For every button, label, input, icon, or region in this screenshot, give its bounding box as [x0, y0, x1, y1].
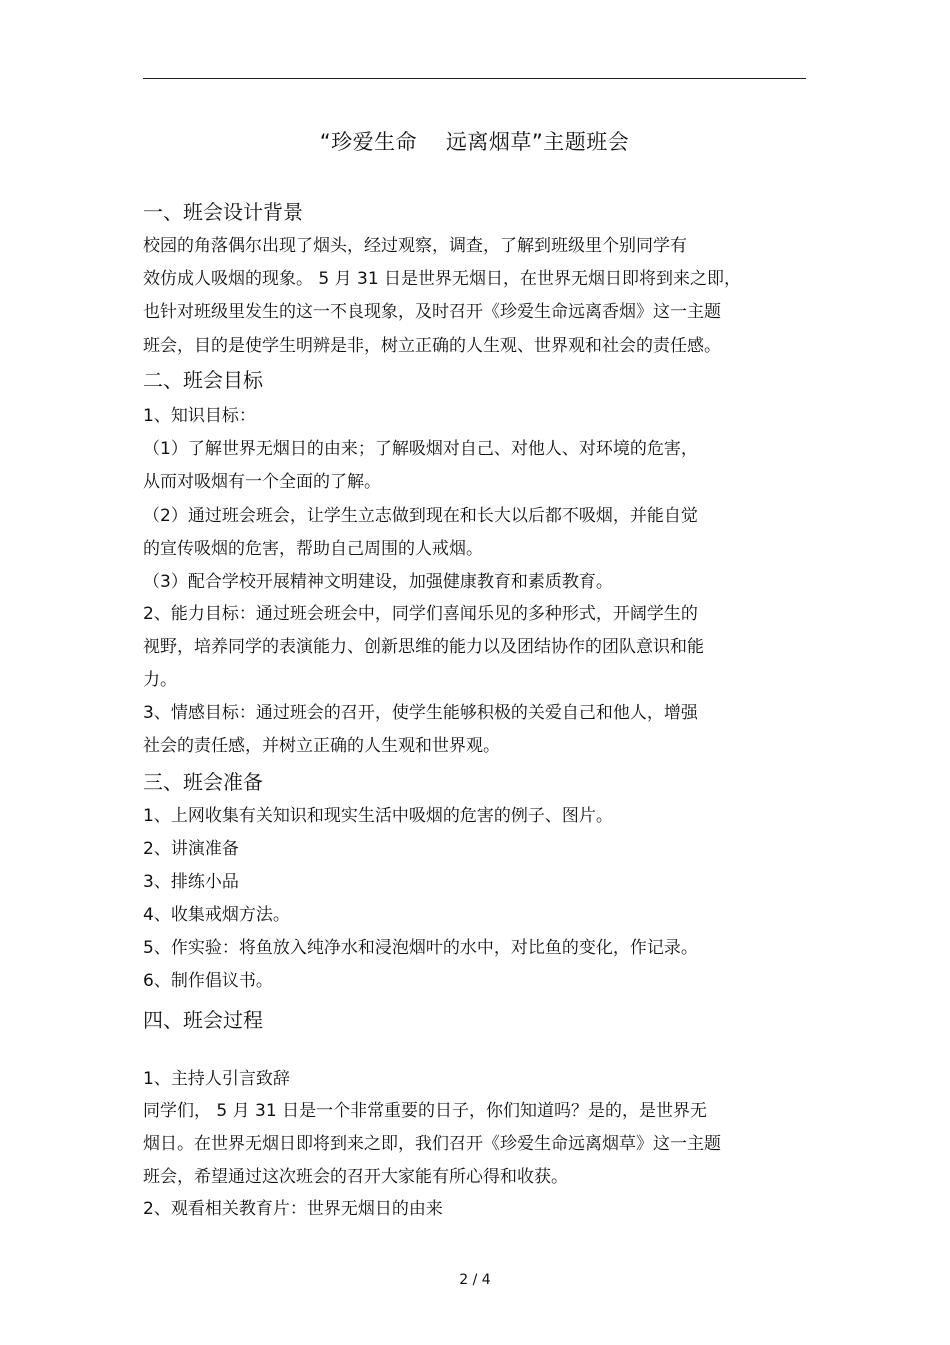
list-item: 1、上网收集有关知识和现实生活中吸烟的危害的例子、图片。 [143, 806, 613, 826]
list-item: 2、讲演准备 [143, 839, 239, 859]
paragraph-line: 校园的角落偶尔出现了烟头，经过观察，调查，了解到班级里个别同学有 [143, 236, 687, 256]
header-rule [143, 78, 806, 79]
paragraph-line: 2、观看相关教育片：世界无烟日的由来 [143, 1199, 443, 1219]
subheading: 1、主持人引言致辞 [143, 1069, 290, 1089]
paragraph-line: 烟日。在世界无烟日即将到来之即，我们召开《珍爱生命远离烟草》这一主题 [143, 1134, 721, 1154]
section-heading-background: 一、班会设计背景 [143, 200, 303, 224]
paragraph-line: 1、知识目标： [143, 406, 256, 426]
paragraph-line: （3）配合学校开展精神文明建设，加强健康教育和素质教育。 [143, 572, 613, 592]
paragraph-line: 效仿成人吸烟的现象。 5 月 31 日是世界无烟日，在世界无烟日即将到来之即， [143, 269, 742, 289]
paragraph-line: 视野，培养同学的表演能力、创新思维的能力以及团结协作的团队意识和能 [143, 637, 704, 657]
list-item: 5、作实验：将鱼放入纯净水和浸泡烟叶的水中，对比鱼的变化，作记录。 [143, 938, 698, 958]
paragraph-line: （1）了解世界无烟日的由来；了解吸烟对自己、对他人、对环境的危害， [143, 439, 698, 459]
page-number: 2 / 4 [459, 1272, 491, 1288]
paragraph-line: 班会，目的是使学生明辨是非，树立正确的人生观、世界观和社会的责任感。 [143, 336, 721, 356]
paragraph-line: 社会的责任感，并树立正确的人生观和世界观。 [143, 736, 500, 756]
paragraph-line: 也针对班级里发生的这一不良现象，及时召开《珍爱生命远离香烟》这一主题 [143, 302, 721, 322]
paragraph-line: 2、能力目标：通过班会班会中，同学们喜闻乐见的多种形式，开阔学生的 [143, 604, 698, 624]
paragraph-line: 同学们， 5 月 31 日是一个非常重要的日子，你们知道吗？是的，是世界无 [143, 1101, 708, 1121]
list-item: 6、制作倡议书。 [143, 971, 273, 991]
paragraph-line: （2）通过班会班会，让学生立志做到现在和长大以后都不吸烟，并能自觉 [143, 506, 698, 526]
section-heading-preparation: 三、班会准备 [143, 770, 263, 794]
list-item: 4、收集戒烟方法。 [143, 905, 290, 925]
paragraph-line: 3、情感目标：通过班会的召开，使学生能够积极的关爱自己和他人，增强 [143, 703, 698, 723]
paragraph-line: 的宣传吸烟的危害，帮助自己周围的人戒烟。 [143, 539, 483, 559]
list-item: 3、排练小品 [143, 872, 239, 892]
document-title: “珍爱生命 远离烟草”主题班会 [319, 130, 630, 154]
section-heading-goals: 二、班会目标 [143, 368, 263, 392]
section-heading-process: 四、班会过程 [143, 1008, 263, 1032]
paragraph-line: 从而对吸烟有一个全面的了解。 [143, 472, 381, 492]
paragraph-line: 力。 [143, 670, 177, 690]
paragraph-line: 班会，希望通过这次班会的召开大家能有所心得和收获。 [143, 1167, 568, 1187]
